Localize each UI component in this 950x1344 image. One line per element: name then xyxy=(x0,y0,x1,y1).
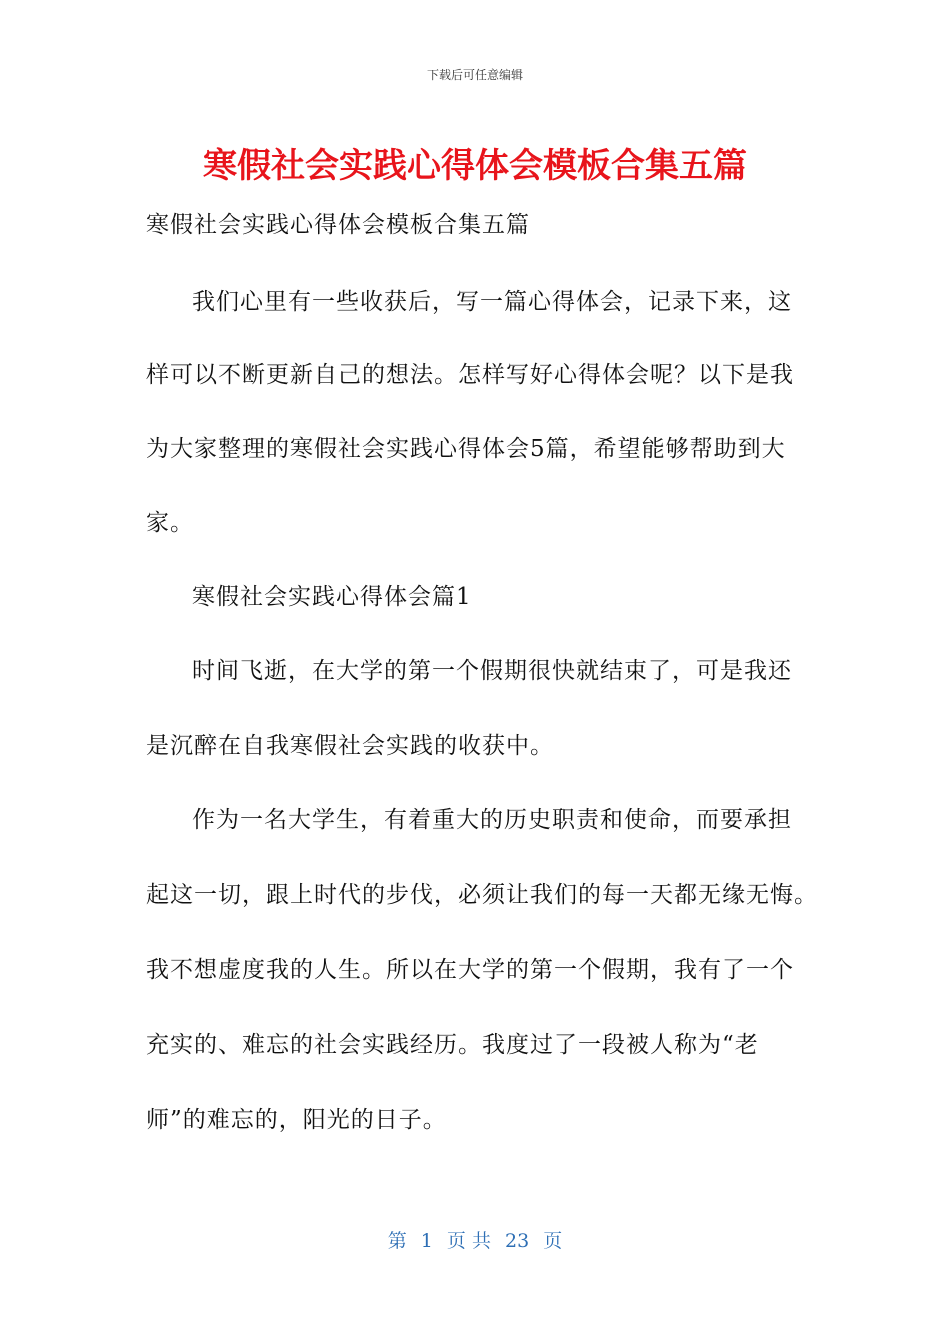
paragraph-line: 我不想虚度我的人生。所以在大学的第一个假期，我有了一个 xyxy=(146,957,794,983)
paragraph-line: 充实的、难忘的社会实践经历。我度过了一段被人称为“老 xyxy=(146,1032,759,1058)
paragraph-line: 作为一名大学生，有着重大的历史职责和使命，而要承担 xyxy=(192,807,792,833)
paragraph-line: 家。 xyxy=(146,510,194,536)
paragraph-line: 师”的难忘的，阳光的日子。 xyxy=(146,1107,447,1133)
footer-middle: 页 共 xyxy=(446,1230,491,1252)
section-heading: 寒假社会实践心得体会篇1 xyxy=(192,584,472,610)
document-title: 寒假社会实践心得体会模板合集五篇 xyxy=(203,146,747,186)
total-pages-number: 23 xyxy=(505,1230,530,1252)
footer-prefix: 第 xyxy=(387,1230,407,1252)
paragraph-line: 时间飞逝，在大学的第一个假期很快就结束了，可是我还 xyxy=(192,658,792,684)
header-note: 下载后可任意编辑 xyxy=(426,68,523,82)
paragraph-line: 样可以不断更新自己的想法。怎样写好心得体会呢？以下是我 xyxy=(146,362,794,388)
paragraph-line: 起这一切，跟上时代的步伐，必须让我们的每一天都无缘无悔。 xyxy=(146,882,818,908)
paragraph-line: 我们心里有一些收获后，写一篇心得体会，记录下来，这 xyxy=(192,289,792,315)
paragraph-line: 为大家整理的寒假社会实践心得体会5篇，希望能够帮助到大 xyxy=(146,436,786,462)
paragraph-line: 是沉醉在自我寒假社会实践的收获中。 xyxy=(146,733,554,759)
current-page-number: 1 xyxy=(420,1230,433,1252)
page-footer xyxy=(0,1226,950,1253)
footer-suffix: 页 xyxy=(543,1230,563,1252)
subtitle-line: 寒假社会实践心得体会模板合集五篇 xyxy=(146,212,530,238)
